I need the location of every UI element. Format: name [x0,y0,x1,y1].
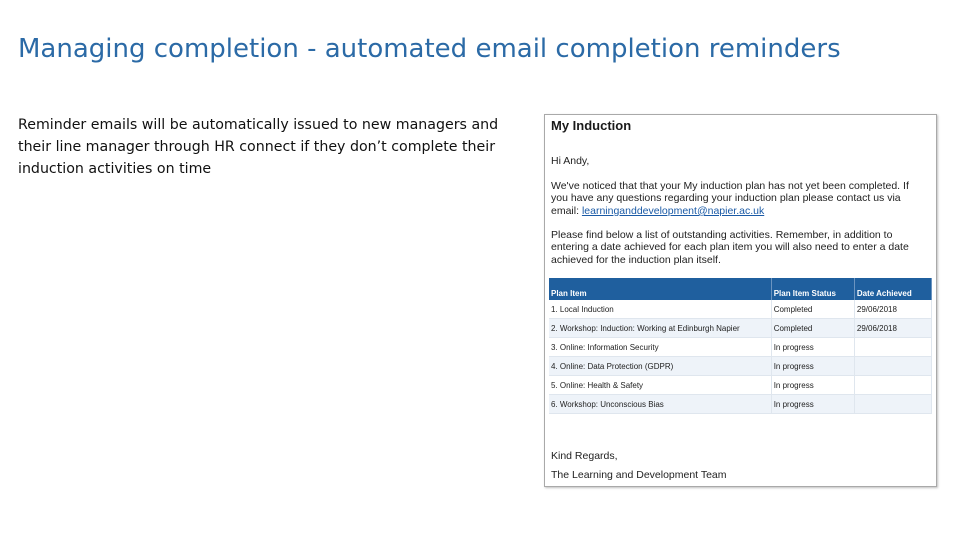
status-cell: Completed [771,300,854,319]
slide-title: Managing completion - automated email completion reminders [18,34,841,64]
table-header-date: Date Achieved [854,278,931,300]
email-screenshot [544,114,937,487]
status-cell: In progress [771,395,854,414]
date-cell: 29/06/2018 [854,319,931,338]
date-cell [854,357,931,376]
table-row [549,300,932,319]
table-row [549,357,932,376]
plan-item-cell: 3. Online: Information Security [549,338,771,357]
date-cell: 29/06/2018 [854,300,931,319]
date-cell [854,395,931,414]
status-cell: In progress [771,338,854,357]
plan-item-cell: 2. Workshop: Induction: Working at Edinburgh Napier [549,319,771,338]
email-closing: Kind Regards, [551,450,618,462]
status-cell: In progress [771,357,854,376]
slide-body-text: Reminder emails will be automatically issued to new managers and their line manager through HR connect if they don’t complete their induction activities on time [18,117,499,177]
plan-item-cell: 5. Online: Health & Safety [549,376,771,395]
table-header-row [549,278,932,300]
plan-items-table [549,278,932,414]
plan-item-cell: 1. Local Induction [549,300,771,319]
plan-item-cell: 4. Online: Data Protection (GDPR) [549,357,771,376]
date-cell [854,338,931,357]
table-header-status: Plan Item Status [771,278,854,300]
plan-item-cell: 6. Workshop: Unconscious Bias [549,395,771,414]
date-cell [854,376,931,395]
email-paragraph-1-text: We've noticed that that your My induction plan has not yet been completed. If you have any questions regarding your induction plan please contact us via email: [551,180,909,217]
email-greeting: Hi Andy, [551,155,590,167]
table-row [549,395,932,414]
status-cell: Completed [771,319,854,338]
email-paragraph-2: Please find below a list of outstanding activities. Remember, in addition to entering a date achieved for each plan item you will also need to enter a date achieved for the induction plan itself. [551,229,909,266]
email-contact-link[interactable]: learninganddevelopment@napier.ac.uk [581,204,765,217]
email-signature: The Learning and Development Team [551,469,727,481]
table-row [549,338,932,357]
email-paragraph-1 [551,180,926,217]
table-row [549,376,932,395]
status-cell: In progress [771,376,854,395]
table-row [549,319,932,338]
email-heading: My Induction [551,118,632,133]
table-header-plan-item: Plan Item [549,278,771,300]
